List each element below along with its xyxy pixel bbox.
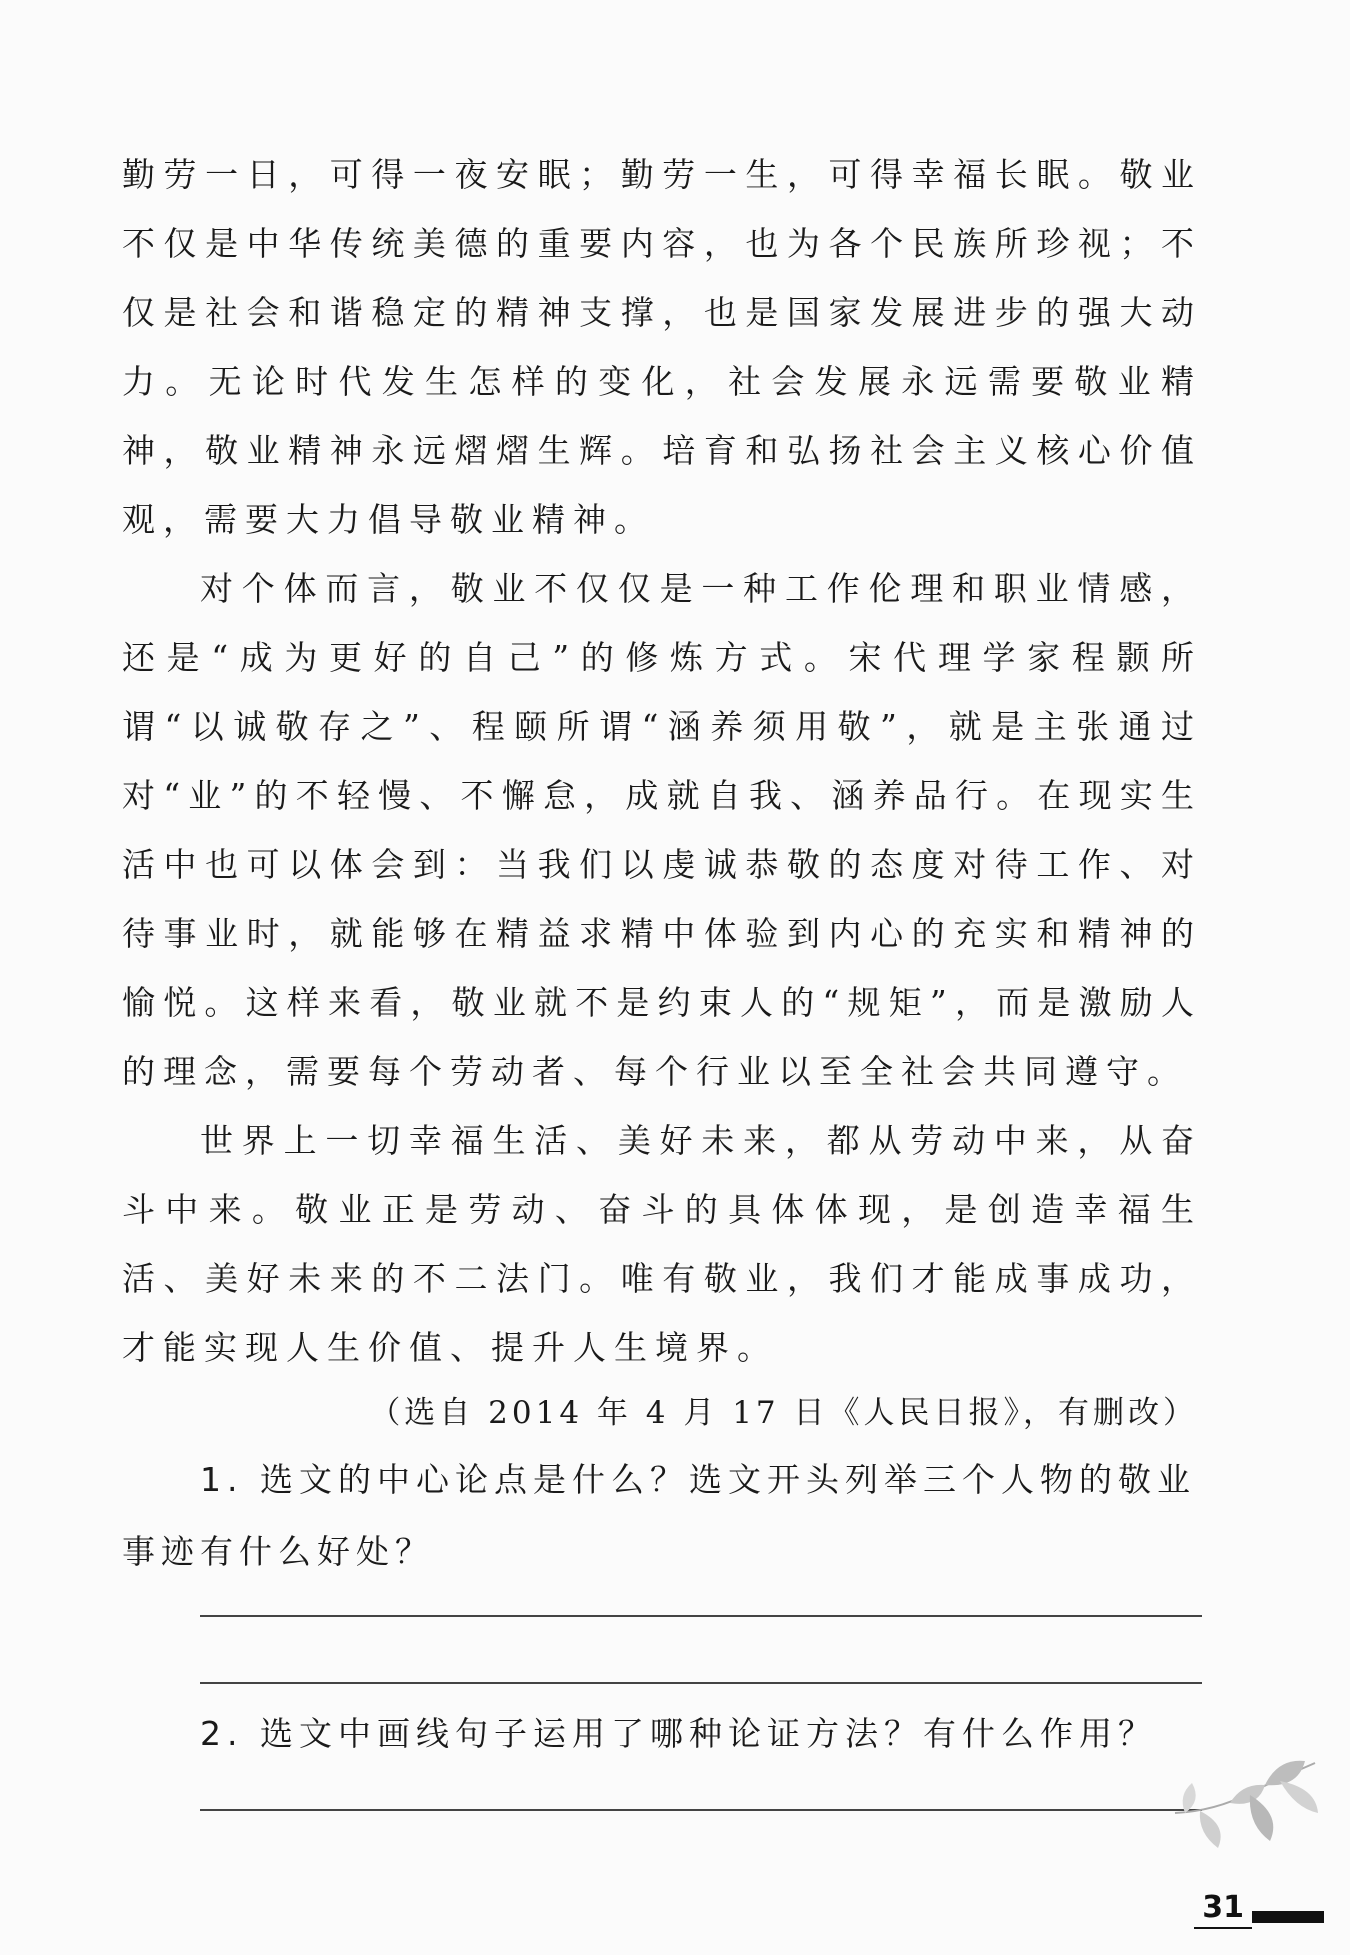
paragraph-3: 世界上一切幸福生活、美好未来，都从劳动中来，从奋斗中来。敬业正是劳动、奋斗的具体体现，是创造幸福生活、美好未来的不二法门。唯有敬业，我们才能成事成功，才能实现人生价值、提升人生境界。 [122, 1121, 1202, 1367]
paragraph-1: 勤劳一日，可得一夜安眠；勤劳一生，可得幸福长眠。敬业不仅是中华传统美德的重要内容，也为各个民族所珍视；不仅是社会和谐稳定的精神支撑，也是国家发展进步的强大动力。无论时代发生怎样的变化，社会发展永远需要敬业精神，敬业精神永远熠熠生辉。培育和弘扬社会主义核心价值观，需要大力倡导敬业精神。 [122, 155, 1202, 539]
answer-line-3[interactable] [200, 1808, 1202, 1811]
page-number-bar [1252, 1911, 1324, 1923]
leaf-branch-icon [1170, 1753, 1320, 1863]
source-citation: （选自 2014 年 4 月 17 日《人民日报》，有删改） [369, 1395, 1198, 1431]
page-content [122, 140, 1202, 1811]
question-2: 2. 选文中画线句子运用了哪种论证方法？有什么作用？ [200, 1714, 1157, 1753]
paragraph-2: 对个体而言，敬业不仅仅是一种工作伦理和职业情感，还是“成为更好的自己”的修炼方式。宋代理学家程颢所谓“以诚敬存之”、程颐所谓“涵养须用敬”，就是主张通过对“业”的不轻慢、不懈怠，成就自我、涵养品行。在现实生活中也可以体会到：当我们以虔诚恭敬的态度对待工作、对待事业时，就能够在精益求精中体验到内心的充实和精神的愉悦。这样来看，敬业就不是约束人的“规矩”，而是激励人的理念，需要每个劳动者、每个行业以至全社会共同遵守。 [122, 569, 1202, 1091]
page-number: 31 [1194, 1890, 1252, 1929]
question-1: 1. 选文的中心论点是什么？选文开头列举三个人物的敬业事迹有什么好处？ [122, 1460, 1196, 1571]
page-number-area [1194, 1890, 1324, 1929]
